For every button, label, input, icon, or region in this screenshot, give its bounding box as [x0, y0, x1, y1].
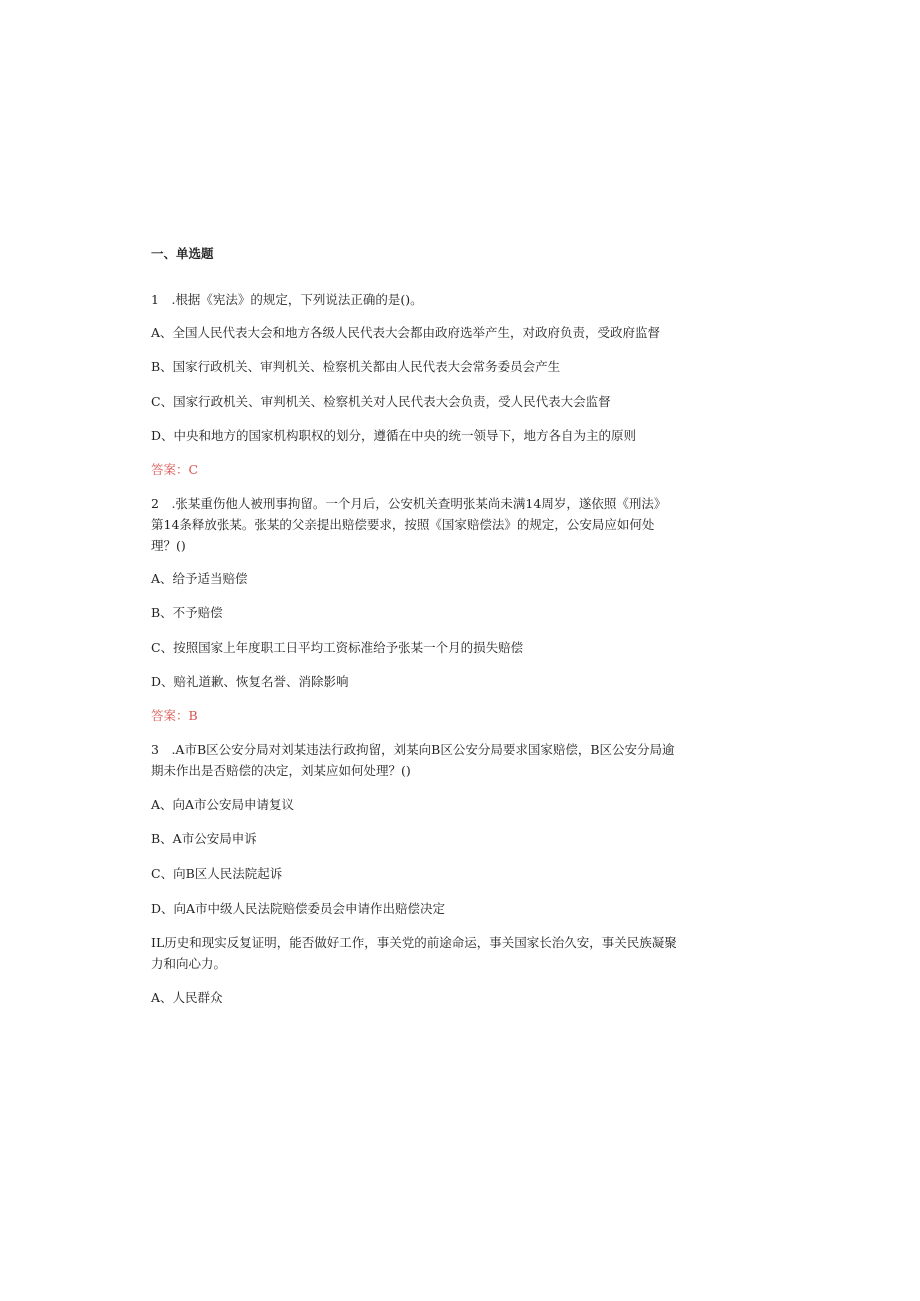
question-1-answer: 答案：C [151, 462, 199, 477]
question-2-stem-line-2: 第14条释放张某。张某的父亲提出赔偿要求，按照《国家赔偿法》的规定，公安局应如何处 [151, 517, 655, 532]
question-2-option-d: D、赔礼道歉、恢复名誉、消除影响 [151, 674, 349, 689]
question-4-stem-line-2: 力和向心力。 [151, 956, 227, 971]
question-3-stem-line-1: 3 .A市B区公安分局对刘某违法行政拘留，刘某向B区公安分局要求国家赔偿，B区公安分局逾 [151, 742, 675, 757]
question-2-stem-line-1: 2 .张某重伤他人被刑事拘留。一个月后，公安机关查明张某尚未满14周岁，遂依照《刑法》 [151, 496, 667, 511]
question-1-option-c: C、国家行政机关、审判机关、检察机关对人民代表大会负责，受人民代表大会监督 [151, 394, 611, 409]
question-3-option-b: B、A市公安局申诉 [151, 831, 257, 846]
question-2-option-c: C、按照国家上年度职工日平均工资标准给予张某一个月的损失赔偿 [151, 640, 524, 655]
question-2-answer: 答案：B [151, 708, 198, 723]
question-2-stem-line-3: 理？() [151, 538, 186, 553]
question-4-option-a: A、人民群众 [151, 990, 223, 1005]
question-1-stem: 1 .根据《宪法》的规定，下列说法正确的是()。 [151, 292, 423, 307]
question-3-option-a: A、向A市公安局申请复议 [151, 797, 295, 812]
question-3-stem-line-2: 期未作出是否赔偿的决定，刘某应如何处理？() [151, 763, 411, 778]
question-3-option-d: D、向A市中级人民法院赔偿委员会申请作出赔偿决定 [151, 901, 446, 916]
question-2-option-a: A、给予适当赔偿 [151, 571, 248, 586]
question-1-option-a: A、全国人民代表大会和地方各级人民代表大会都由政府选举产生，对政府负责，受政府监督 [151, 325, 661, 340]
question-1-option-b: B、国家行政机关、审判机关、检察机关都由人民代表大会常务委员会产生 [151, 359, 561, 374]
question-3-option-c: C、向B区人民法院起诉 [151, 866, 283, 881]
question-1-option-d: D、中央和地方的国家机构职权的划分，遵循在中央的统一领导下，地方各自为主的原则 [151, 428, 637, 443]
question-4-stem-line-1: IL历史和现实反复证明，能否做好工作，事关党的前途命运，事关国家长治久安，事关民族凝聚 [151, 935, 677, 950]
question-2-option-b: B、不予赔偿 [151, 605, 223, 620]
section-title: 一、单选题 [151, 246, 214, 261]
